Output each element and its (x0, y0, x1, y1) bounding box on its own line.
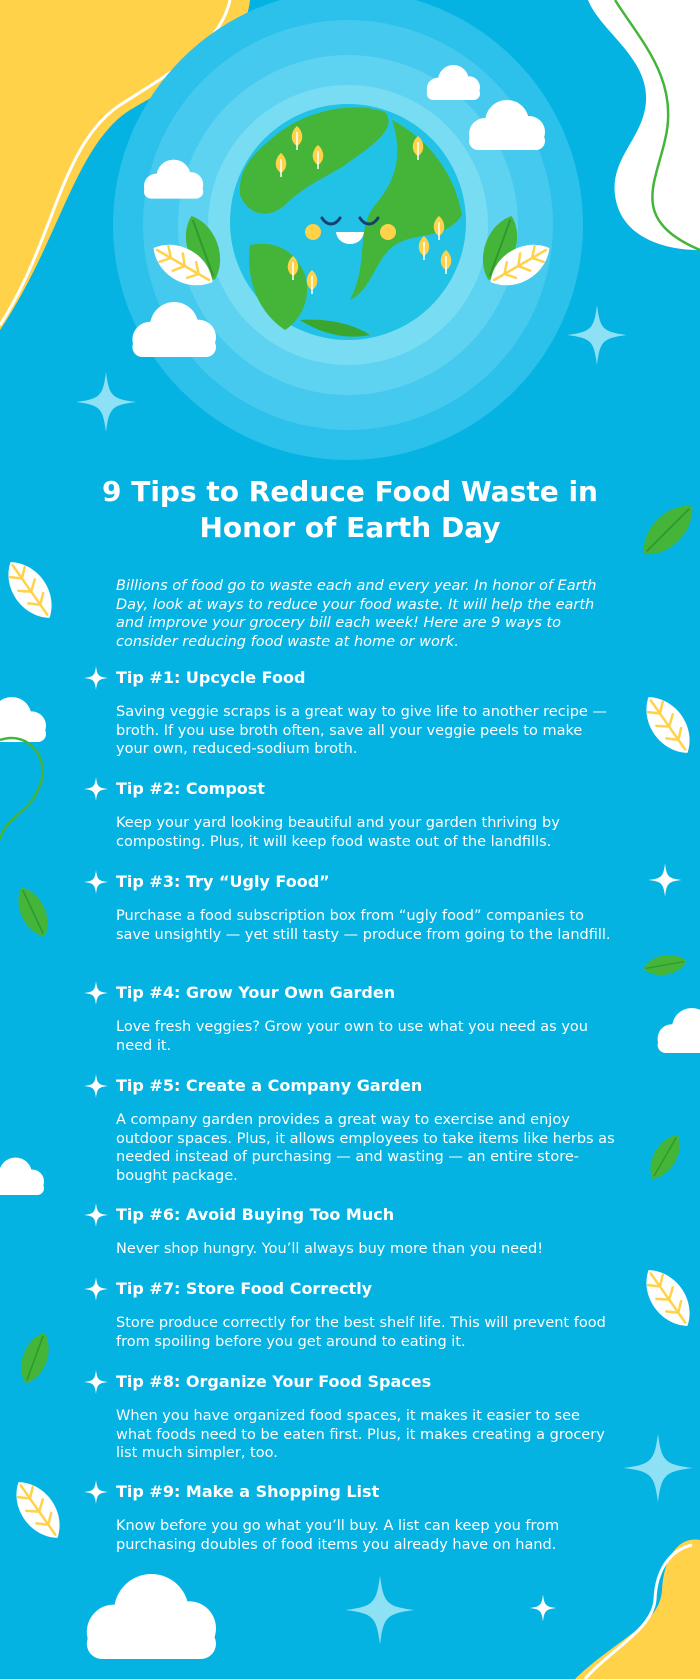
tip-item (84, 1370, 624, 1463)
page-title: 9 Tips to Reduce Food Waste in Honor of Earth Day (102, 475, 598, 544)
tip-title: Tip #1: Upcycle Food (116, 668, 306, 687)
tip-item (84, 1074, 624, 1185)
sparkle-star-icon (84, 1203, 108, 1227)
sparkle-star-icon (84, 1370, 108, 1394)
sparkle-star-icon (84, 1277, 108, 1301)
tip-item (84, 1203, 624, 1259)
tip-body: Purchase a food subscription box from “ugly food” companies to save unsightly — yet still tasty — produce from going to the landfill. (116, 908, 611, 943)
tip-item (84, 666, 624, 759)
sparkle-star-icon (84, 981, 108, 1005)
tip-body: Know before you go what you’ll buy. A list can keep you from purchasing doubles of food items you already have on hand. (116, 1518, 560, 1553)
tip-item (84, 777, 624, 851)
sparkle-star-icon (84, 1074, 108, 1098)
tip-body: Love fresh veggies? Grow your own to use what you need as you need it. (116, 1019, 588, 1054)
tip-body: A company garden provides a great way to exercise and enjoy outdoor spaces. Plus, it allows employees to take items like herbs as needed instead of purchasing — and wasting — an entire store-bought package. (116, 1112, 615, 1184)
tip-body: Saving veggie scraps is a great way to give life to another recipe — broth. If you use broth often, save all your veggie peels to make your own, reduced-sodium broth. (116, 704, 607, 757)
tip-item (84, 1277, 624, 1351)
tip-body: Keep your yard looking beautiful and your garden thriving by composting. Plus, it will keep food waste out of the landfills. (116, 815, 560, 850)
sparkle-star-icon (84, 666, 108, 690)
tip-title: Tip #6: Avoid Buying Too Much (116, 1205, 395, 1224)
wavy-line-left (0, 738, 43, 840)
sparkle-star-icon (84, 777, 108, 801)
tip-item (84, 1480, 624, 1554)
tip-item (84, 870, 624, 944)
tip-title: Tip #7: Store Food Correctly (116, 1279, 373, 1298)
tip-title: Tip #8: Organize Your Food Spaces (116, 1372, 432, 1391)
tip-title: Tip #3: Try “Ugly Food” (116, 872, 330, 891)
tip-title: Tip #4: Grow Your Own Garden (116, 983, 396, 1002)
tip-body: Store produce correctly for the best shelf life. This will prevent food from spoiling before you get around to eating it. (116, 1315, 606, 1350)
intro-text: Billions of food go to waste each and every year. In honor of Earth Day, look at ways to reduce your food waste. It will help the earth and improve your grocery bill each week! Here are 9 ways to consider reducing food waste at home or work. (116, 578, 597, 650)
tip-item (84, 981, 624, 1055)
tip-title: Tip #2: Compost (116, 779, 265, 798)
sparkle-star-icon (84, 1480, 108, 1504)
tip-title: Tip #5: Create a Company Garden (116, 1076, 423, 1095)
tip-title: Tip #9: Make a Shopping List (116, 1482, 380, 1501)
tip-body: When you have organized food spaces, it makes it easier to see what foods need to be eaten first. Plus, it makes creating a grocery list much simpler, too. (116, 1408, 605, 1461)
white-blob-top-right (588, 0, 700, 250)
yellow-blob-bottom-right (575, 1539, 700, 1679)
earth-smiling-icon (230, 104, 466, 340)
tip-body: Never shop hungry. You’ll always buy more than you need! (116, 1241, 544, 1257)
sparkle-star-icon (84, 870, 108, 894)
